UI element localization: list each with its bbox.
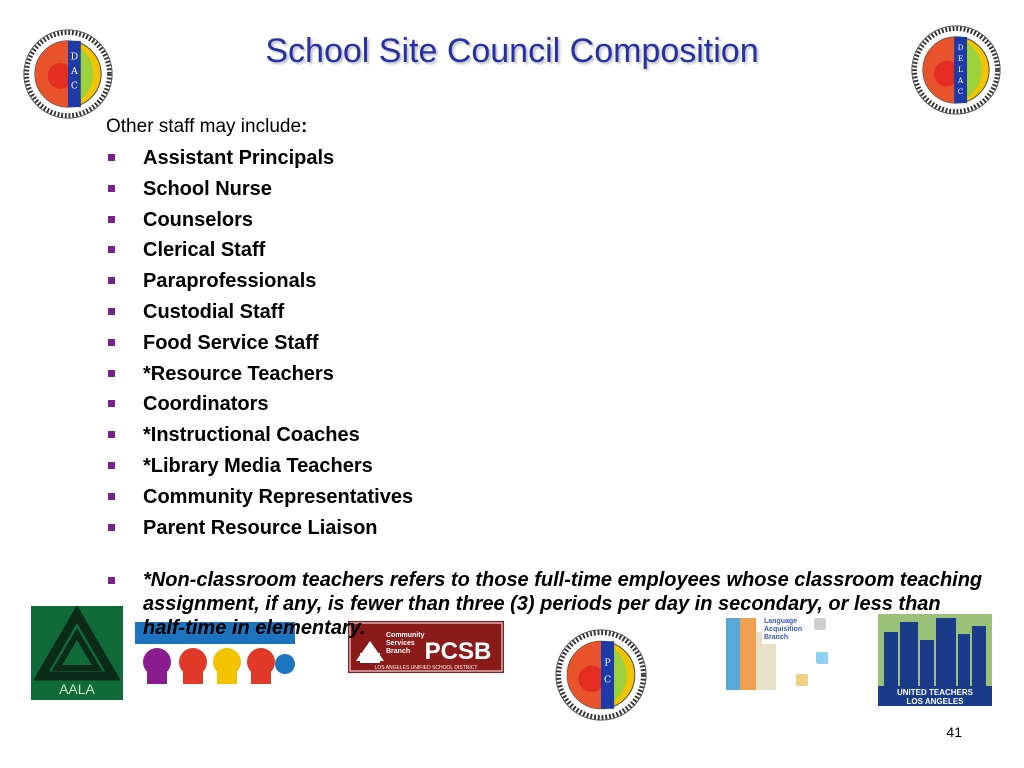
square-bullet-icon bbox=[108, 493, 115, 500]
square-bullet-icon bbox=[108, 277, 115, 284]
list-item-label: Parent Resource Liaison bbox=[143, 516, 378, 539]
list-item-label: *Instructional Coaches bbox=[143, 424, 360, 447]
list-item bbox=[106, 266, 413, 297]
svg-text:C: C bbox=[603, 674, 612, 686]
slide-title: School Site Council Composition bbox=[265, 32, 759, 70]
pc-seal-logo bbox=[554, 628, 648, 722]
square-bullet-icon bbox=[108, 577, 115, 584]
svg-text:A: A bbox=[957, 75, 964, 85]
list-item bbox=[106, 359, 413, 390]
intro-text bbox=[106, 116, 307, 138]
list-item bbox=[106, 420, 413, 451]
intro-colon: : bbox=[301, 116, 308, 137]
list-item bbox=[106, 297, 413, 328]
list-item-label: *Library Media Teachers bbox=[143, 454, 373, 477]
utla-line-1: UNITED TEACHERS bbox=[896, 688, 974, 697]
footnote-text: *Non-classroom teachers refers to those full-time employees whose classroom teaching assignment, if any, is fewer than three (3) periods per day in secondary, or less than half-time in elementary. bbox=[143, 569, 983, 639]
footnote-bullet bbox=[106, 568, 986, 640]
list-item-label: *Resource Teachers bbox=[143, 362, 334, 385]
lab-line-3: Branch bbox=[764, 634, 789, 641]
lab-line-1: Language bbox=[764, 618, 798, 625]
list-item bbox=[106, 205, 413, 236]
svg-text:P: P bbox=[604, 657, 611, 669]
svg-text:E: E bbox=[957, 53, 964, 63]
list-item bbox=[106, 143, 413, 174]
list-item bbox=[106, 513, 413, 544]
svg-text:C: C bbox=[957, 86, 964, 96]
pcsb-line-1: Community bbox=[386, 632, 425, 639]
utla-line-2: LOS ANGELES bbox=[906, 697, 964, 706]
intro-label: Other staff may include bbox=[106, 116, 302, 137]
square-bullet-icon bbox=[108, 462, 115, 469]
square-bullet-icon bbox=[108, 308, 115, 315]
square-bullet-icon bbox=[108, 154, 115, 161]
list-item bbox=[106, 235, 413, 266]
square-bullet-icon bbox=[108, 431, 115, 438]
list-item-label: Coordinators bbox=[143, 393, 269, 416]
svg-text:L: L bbox=[958, 64, 964, 74]
list-item bbox=[106, 389, 413, 420]
square-bullet-icon bbox=[108, 370, 115, 377]
square-bullet-icon bbox=[108, 339, 115, 346]
list-item-label: Food Service Staff bbox=[143, 331, 319, 354]
svg-text:D: D bbox=[957, 42, 964, 52]
svg-text:C: C bbox=[70, 80, 78, 92]
staff-list bbox=[106, 143, 413, 543]
svg-text:D: D bbox=[70, 51, 79, 63]
list-item bbox=[106, 451, 413, 482]
list-item-label: Community Representatives bbox=[143, 485, 414, 508]
svg-text:A: A bbox=[71, 66, 78, 77]
square-bullet-icon bbox=[108, 216, 115, 223]
list-item-label: Clerical Staff bbox=[143, 239, 266, 262]
list-item-label: Custodial Staff bbox=[143, 300, 285, 323]
pcsb-line-3: Branch bbox=[386, 648, 411, 655]
pcsb-acronym: PCSB bbox=[424, 638, 492, 665]
pcsb-line-2: Services bbox=[386, 640, 415, 647]
list-item-label: Counselors bbox=[143, 208, 254, 231]
page-number: 41 bbox=[946, 724, 962, 740]
list-item bbox=[106, 482, 413, 513]
list-item bbox=[106, 328, 413, 359]
list-item-label: Assistant Principals bbox=[143, 147, 335, 169]
square-bullet-icon bbox=[108, 524, 115, 531]
list-item bbox=[106, 174, 413, 205]
list-item-label: Paraprofessionals bbox=[143, 270, 317, 293]
square-bullet-icon bbox=[108, 185, 115, 192]
list-item-label: School Nurse bbox=[143, 177, 272, 200]
square-bullet-icon bbox=[108, 246, 115, 253]
pcsb-district: LOS ANGELES UNIFIED SCHOOL DISTRICT bbox=[374, 665, 478, 671]
aala-logo-text: AALA bbox=[59, 681, 95, 697]
lab-line-2: Acquisition bbox=[764, 626, 803, 633]
square-bullet-icon bbox=[108, 400, 115, 407]
